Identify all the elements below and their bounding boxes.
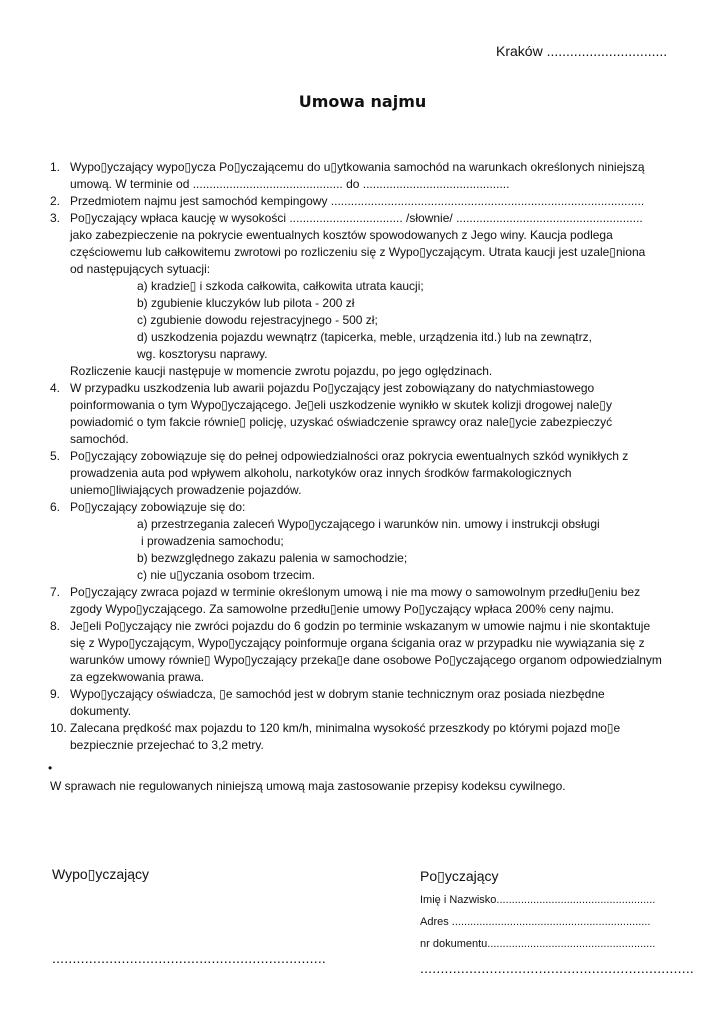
lessee-address-field: Adres ................................................................. <box>420 916 651 928</box>
term-number: 1. <box>50 160 61 174</box>
term-7 <box>50 584 690 618</box>
term-10 <box>50 720 690 754</box>
term-text-line: bezpiecznie przejechać to 3,2 metry. <box>70 738 264 752</box>
term-text-line: Przedmiotem najmu jest samochód kempingowy .............................................................................................. <box>70 194 645 208</box>
document-title: Umowa najmu <box>298 92 427 111</box>
term-text-line: poinformowania o tym Wypo▯yczającego. Je▯eli uszkodzenie wynikło w skutek kolizji drogowej nale▯y <box>70 398 612 412</box>
deposit-case-b: b) zgubienie kluczyków lub pilota - 200 zł <box>137 296 355 310</box>
term-number: 9. <box>50 687 61 701</box>
term-3 <box>50 210 690 380</box>
term-text-line: Zalecana prędkość max pojazdu to 120 km/h, minimalna wysokość przeszkody po którymi pojazd mo▯e <box>70 721 621 735</box>
obligation-b: b) bezwzględnego zakazu palenia w samochodzie; <box>137 551 408 565</box>
term-text-line: prowadzenia auta pod wpływem alkoholu, narkotyków oraz innych środków farmakologicznych <box>70 466 572 480</box>
term-number: 6. <box>50 500 61 514</box>
term-4 <box>50 380 690 448</box>
lessor-signature-label: Wypo▯yczający <box>52 866 150 882</box>
term-2 <box>50 193 690 210</box>
lessee-name-field: Imię i Nazwisko.................................................... <box>420 894 656 906</box>
term-6 <box>50 499 690 584</box>
term-text-line: za egzekwowania prawa. <box>70 670 205 684</box>
term-text-line: jako zabezpieczenie na pokrycie ewentualnych kosztów spowodowanych z Jego winy. Kaucja podlega <box>70 228 613 242</box>
term-number: 10. <box>50 721 67 735</box>
term-text-line: warunków umowy równie▯ Wypo▯yczający przeka▯e dane osobowe Po▯yczającego organom odpowiedzialnym <box>70 653 662 667</box>
term-number: 5. <box>50 449 61 463</box>
closing-clause: W sprawach nie regulowanych niniejszą umową maja zastosowanie przepisy kodeksu cywilnego. <box>50 779 566 793</box>
deposit-case-d: d) uszkodzenia pojazdu wewnątrz (tapicerka, meble, urządzenia itd.) lub na zewnątrz, <box>137 330 592 344</box>
lessor-signature-line: ................................................................... <box>52 950 327 966</box>
term-text-line: Po▯yczający zobowiązuje się do: <box>70 500 246 514</box>
lessee-document-field: nr dokumentu....................................................... <box>420 938 656 950</box>
term-number: 8. <box>50 619 61 633</box>
bullet-icon: • <box>48 761 53 775</box>
term-9 <box>50 686 690 720</box>
deposit-case-d-cont: wg. kosztorysu naprawy. <box>137 347 268 361</box>
term-8 <box>50 618 690 686</box>
deposit-settlement-note: Rozliczenie kaucji następuje w momencie zwrotu pojazdu, po jego oględzinach. <box>70 364 493 378</box>
lessee-signature-label: Po▯yczający <box>420 868 499 884</box>
term-number: 4. <box>50 381 61 395</box>
term-number: 2. <box>50 194 61 208</box>
obligation-a-cont: i prowadzenia samochodu; <box>141 534 284 548</box>
term-text-line: uniemo▯liwiających prowadzenie pojazdów. <box>70 483 302 497</box>
term-1 <box>50 159 690 193</box>
term-number: 3. <box>50 211 61 225</box>
term-5 <box>50 448 690 499</box>
term-text-line: się z Wypo▯yczającym, Wypo▯yczający poinformuje organa ścigania oraz w przypadku nie wywiązania się z <box>70 636 645 650</box>
term-text-line: Po▯yczający wpłaca kaucję w wysokości .................................. /słownie/ ........................................................ <box>70 211 643 225</box>
term-text-line: częściowemu lub całkowitemu zwrotowi po rozliczeniu się z Wypo▯yczającym. Utrata kaucji jest uzale▯niona <box>70 245 646 259</box>
term-text-line: samochód. <box>70 432 129 446</box>
place-date-line: Kraków ............................... <box>496 43 668 59</box>
terms-list <box>50 159 690 754</box>
term-number: 7. <box>50 585 61 599</box>
term-text-line: zgody Wypo▯yczającego. Za samowolne przedłu▯enie umowy Po▯yczający wpłaca 200% ceny najmu. <box>70 602 614 616</box>
term-text-line: Po▯yczający zobowiązuje się do pełnej odpowiedzialności oraz pokrycia ewentualnych szkód wynikłych z <box>70 449 629 463</box>
deposit-case-c: c) zgubienie dowodu rejestracyjnego - 500 zł; <box>137 313 378 327</box>
deposit-case-a: a) kradzie▯ i szkoda całkowita, całkowita utrata kaucji; <box>137 279 424 293</box>
term-text-line: Wypo▯yczający oświadcza, ▯e samochód jest w dobrym stanie technicznym oraz posiada niezbędne <box>70 687 605 701</box>
term-text-line: Po▯yczający zwraca pojazd w terminie określonym umową i nie ma mowy o samowolnym przedłu▯eniu bez <box>70 585 641 599</box>
term-text-line: umową. W terminie od ............................................. do ............................................ <box>70 177 510 191</box>
term-text-line: dokumenty. <box>70 704 132 718</box>
term-text-line: W przypadku uszkodzenia lub awarii pojazdu Po▯yczający jest zobowiązany do natychmiastowego <box>70 381 595 395</box>
obligation-c: c) nie u▯yczania osobom trzecim. <box>137 568 316 582</box>
term-text-line: powiadomić o tym fakcie równie▯ policję, uzyskać oświadczenie sprawcy oraz nale▯ycie zabezpieczyć <box>70 415 613 429</box>
term-text-line: od następujących sytuacji: <box>70 262 211 276</box>
term-text-line: Je▯eli Po▯yczający nie zwróci pojazdu do 6 godzin po terminie wskazanym w umowie najmu i nie skontaktuje <box>70 619 651 633</box>
obligation-a: a) przestrzegania zaleceń Wypo▯yczającego i warunków nin. umowy i instrukcji obsługi <box>137 517 600 531</box>
term-text-line: Wypo▯yczający wypo▯ycza Po▯yczającemu do u▯ytkowania samochód na warunkach określonych niniejszą <box>70 160 645 174</box>
lessee-signature-line: ................................................................... <box>420 960 695 976</box>
